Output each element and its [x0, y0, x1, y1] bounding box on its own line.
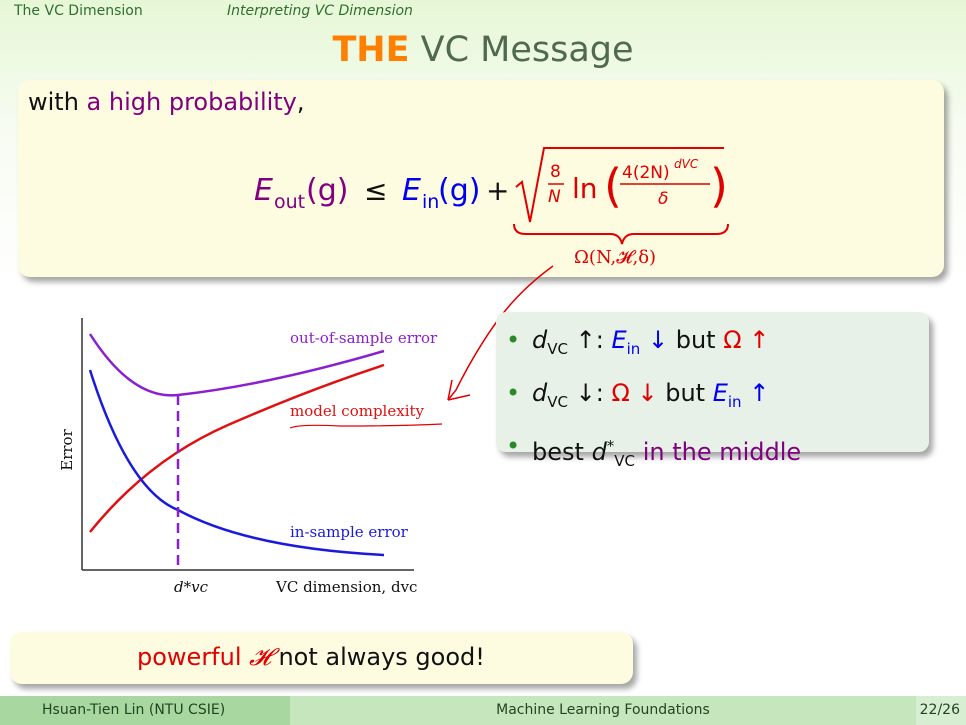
left-paren: (: [604, 159, 622, 213]
title-highlight: THE: [332, 30, 410, 70]
colon: :: [595, 326, 604, 354]
error-vs-vc-plot: [48, 310, 468, 610]
takeaway-rest: not always good!: [278, 643, 485, 671]
lhs-sub: out: [274, 191, 306, 213]
model-complexity-label: model complexity: [290, 402, 424, 420]
dvc-sub: VC: [614, 451, 636, 470]
but-word: but: [675, 326, 716, 354]
lead-end: ,: [296, 88, 305, 116]
title-rest: VC Message: [420, 30, 634, 70]
bullet-best-dvc: [506, 424, 929, 483]
ein-symbol: E: [712, 378, 728, 407]
le-sign: ≤: [364, 174, 388, 207]
header-section[interactable]: The VC Dimension: [14, 3, 143, 19]
model-complexity-curve: [90, 365, 384, 532]
inner-den: δ: [658, 189, 669, 209]
footer-author: [0, 696, 290, 725]
dvc-symbol: d: [532, 326, 548, 354]
plus-sign: +: [486, 174, 510, 207]
dvc-sub: VC: [547, 339, 568, 358]
lead-plain: with: [28, 88, 87, 116]
footer-page: [916, 696, 966, 725]
author-text: Hsuan-Tien Lin (NTU CSIE): [42, 702, 226, 718]
hypothesis-set-symbol: 𝓗: [249, 643, 271, 671]
rhs-sub: in: [422, 191, 440, 213]
inner-exp: dVC: [674, 157, 699, 171]
lead-highlight: a high probability: [86, 88, 297, 116]
x-axis-label: VC dimension, dvc: [276, 578, 418, 596]
takeaway-powerful: powerful: [137, 643, 242, 671]
arrow: ↓: [575, 378, 596, 407]
arrow: ↓: [637, 378, 658, 407]
ein-sub: in: [727, 392, 742, 411]
in-sample-label: in-sample error: [290, 523, 408, 541]
takeaway-message: [137, 643, 485, 671]
right-paren: ): [710, 159, 728, 213]
ein-sub: in: [626, 339, 641, 358]
dvc-sub: VC: [547, 392, 568, 411]
in-the-middle: in the middle: [642, 437, 802, 466]
best-word: best: [532, 437, 584, 466]
lhs-arg: (g): [306, 173, 349, 208]
ein-symbol: E: [611, 326, 627, 354]
ln-label: ln: [572, 172, 598, 205]
arrow: ↑: [575, 326, 596, 354]
dvc-symbol: d: [591, 437, 607, 466]
brace-label: Ω(N,𝓗,δ): [574, 247, 657, 268]
page-number: 22/26: [919, 702, 960, 718]
course-text: Machine Learning Foundations: [496, 702, 710, 718]
plot-svg: [48, 310, 468, 610]
inner-num: 4(2N): [622, 163, 670, 183]
omega-symbol: Ω: [723, 326, 742, 354]
bullet-dot: •: [506, 378, 521, 407]
arrow: ↓: [647, 326, 669, 354]
bullet-dvc-down: [506, 371, 929, 424]
bullet-dot: •: [506, 431, 521, 460]
rhs-e: E: [402, 173, 421, 208]
lhs-e: E: [254, 173, 273, 208]
footer-bar: [0, 696, 966, 725]
footer-course: [290, 696, 916, 725]
out-of-sample-label: out-of-sample error: [290, 329, 438, 347]
bullet-dvc-up: [506, 318, 929, 371]
arrow: ↑: [749, 378, 770, 407]
tradeoff-bullets: [496, 312, 929, 470]
optimal-dvc-label: d*vc: [174, 578, 208, 596]
dvc-symbol: d: [532, 378, 548, 407]
bullet-dot: •: [506, 326, 521, 354]
arrow: ↑: [749, 326, 770, 354]
but-word: but: [665, 378, 706, 407]
y-axis-label: Error: [58, 429, 76, 471]
omega-symbol: Ω: [611, 378, 630, 407]
colon: :: [595, 378, 604, 407]
frac-den: N: [548, 187, 561, 207]
frac-num: 8: [550, 162, 561, 182]
dvc-star: *: [606, 436, 615, 455]
header-subsection[interactable]: Interpreting VC Dimension: [227, 3, 413, 19]
takeaway-box: [10, 632, 633, 684]
rhs-arg: (g): [438, 173, 481, 208]
